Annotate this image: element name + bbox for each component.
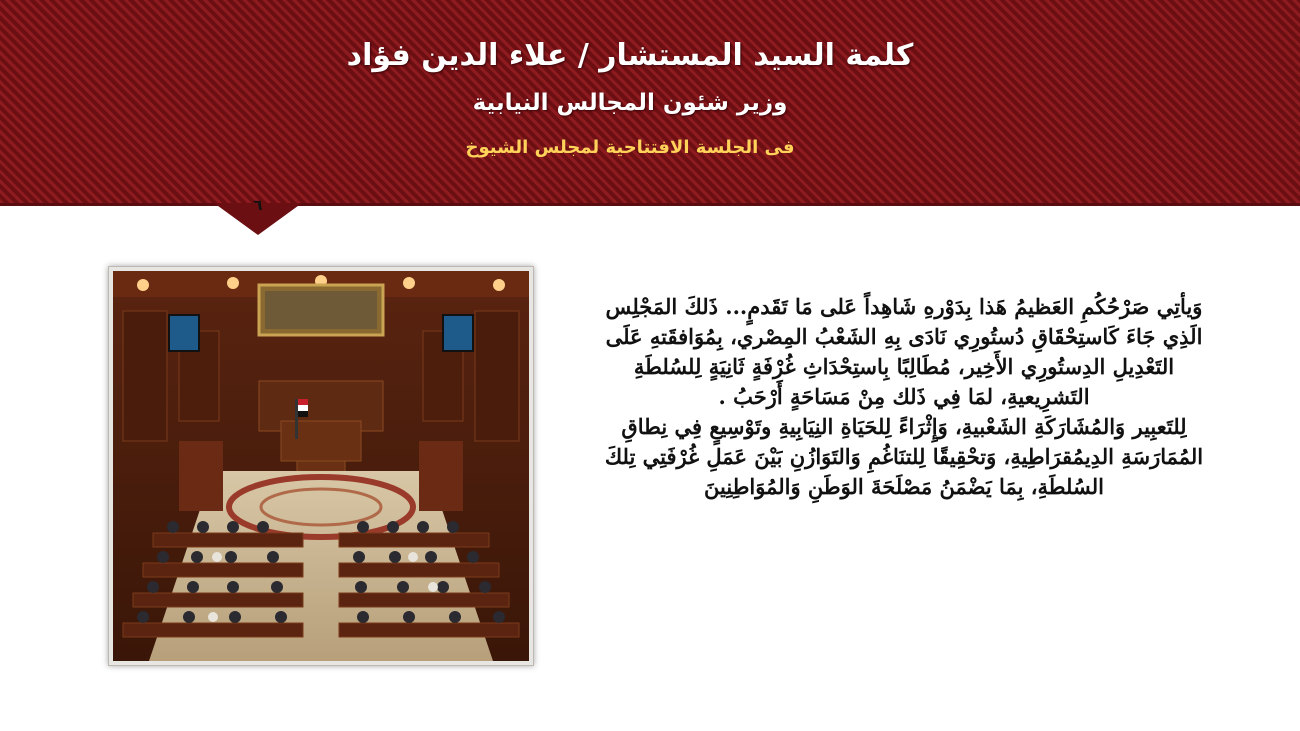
speech-paragraph-1: وَيأتِي صَرْحُكُمِ العَظيمُ هَذا بِدَوْرهِ شَاهِداً عَلى مَا تَقَدمٍ... ذَلكَ المَجْلِس الَذِي جَاءَ كَاستِحْقَاقِ دُستُورِي نَادَى بِهِ الشَعْبُ المِصْري، بِمُوَافقَتهِ عَلَى التَعْدِيلِ الدِستُورِي الأَخِير، مُطَالِبًا بِاستِحْدَاثِ غُرْفَةٍ ثَانِيَةٍ لِلسُلطَةِ التَشرِيعيةِ، لمَا فِي ذَلك مِنْ مَسَاحَةٍ أَرْحَبُ . (605, 294, 1203, 409)
speech-text (600, 292, 1208, 502)
slide-title: كلمة السيد المستشار / علاء الدين فؤاد (346, 38, 914, 73)
slide-header (0, 0, 1300, 206)
photo-frame (108, 266, 534, 666)
speech-paragraph-2: لِلتَعبِير وَالمُشَارَكَةِ الشَعْبيةِ، وَإِثْرَاءً لِلحَيَاةِ النِيَابِيةِ وتَوْسِيعٍ فِي نِطاقِ المُمَارَسَةِ الدِيمُقرَاطِيةِ، وَتحْقِيقًا لِلتنَاغُمِ وَالتَوَازُنِ بَيْنَ عَمَلِ غُرْفَتِي تِلكَ السُلطَةِ، بِمَا يَضْمَنُ مَصْلَحَةَ الوَطَنِ وَالمُوَاطِنِينَ (604, 414, 1204, 499)
parliament-chamber-photo (113, 271, 529, 661)
slide-number: ٦ (253, 196, 263, 214)
slide-subtitle: وزير شئون المجالس النيابية (472, 90, 788, 116)
slide-event: فى الجلسة الافتتاحية لمجلس الشيوخ (465, 137, 795, 158)
